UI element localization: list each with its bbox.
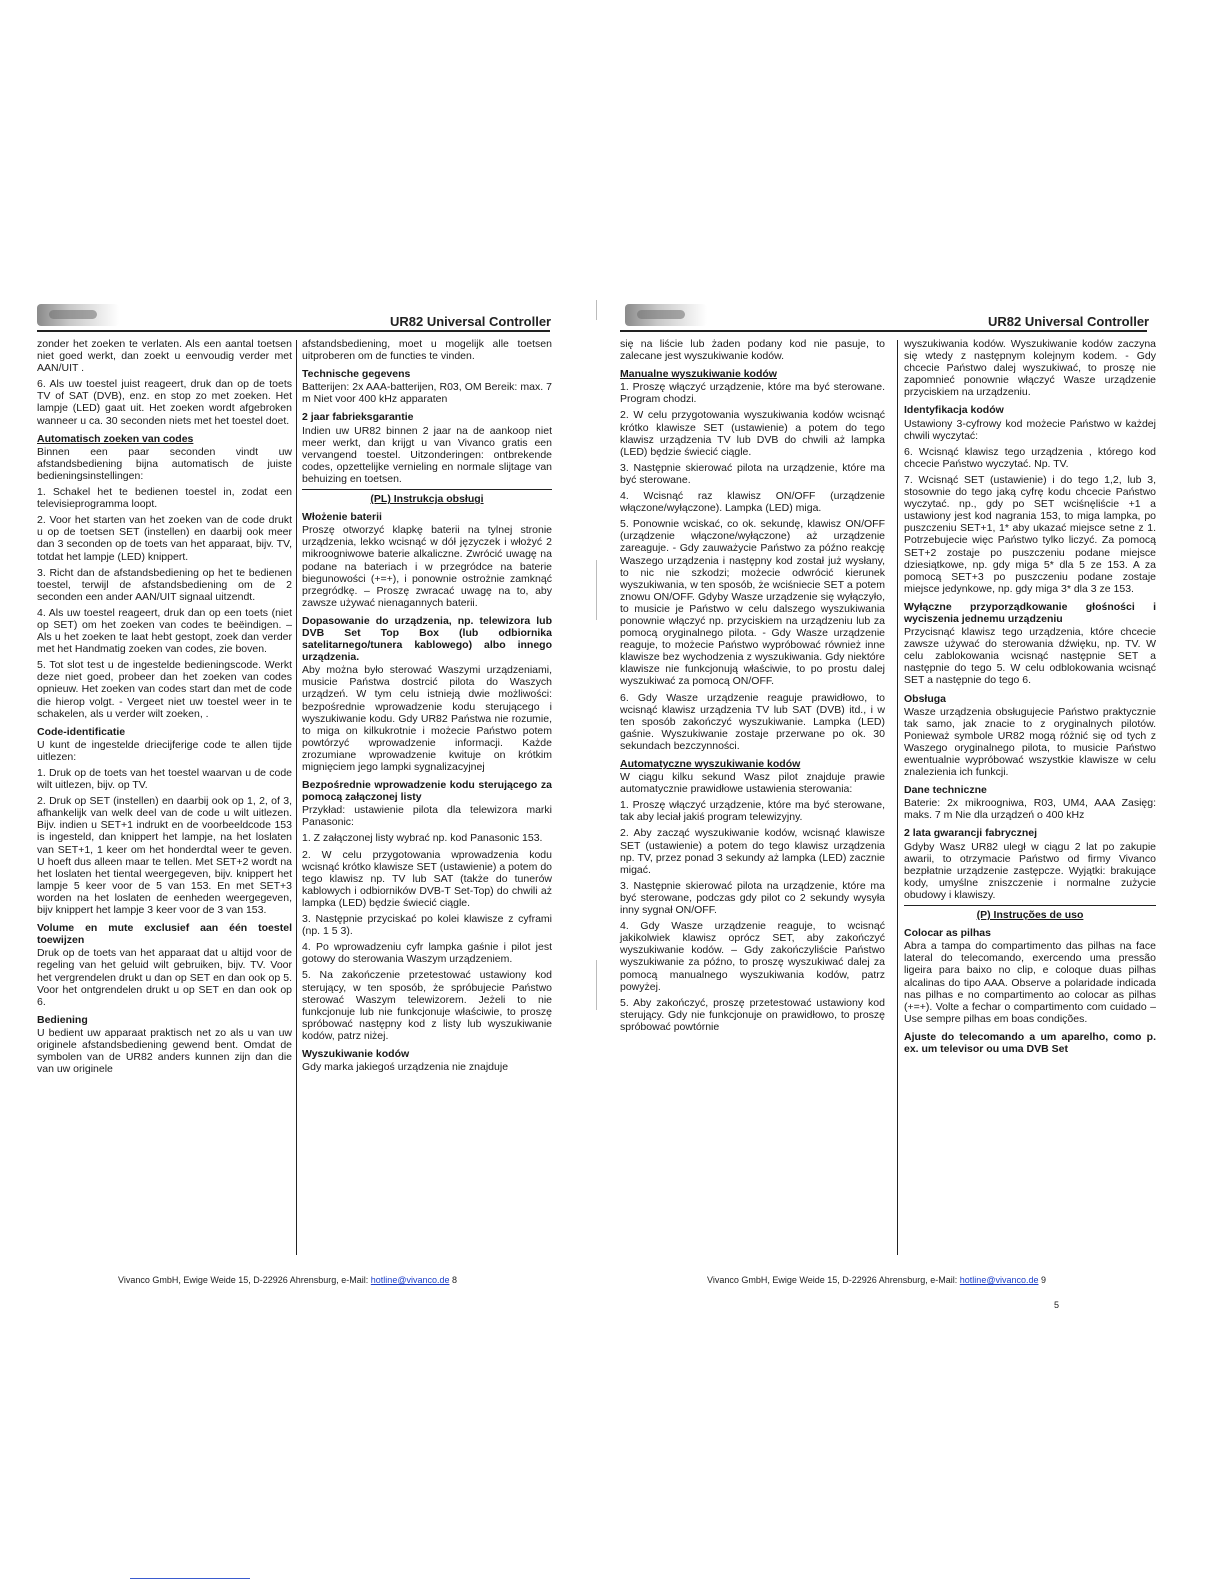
paragraph: Przycisnąć klawisz tego urządzenia, które chcecie zawsze używać do sterowania dźwięku, np. TV. W celu zablokowania wcisnąć następnie SET a następnie do tego 5. W celu odblokowania wcisnąć SET a następnie do tego 6.	[904, 626, 1156, 687]
left-footer	[118, 1275, 457, 1285]
paragraph: 1. Schakel het te bedienen toestel in, zodat een televisieprogramma loopt.	[37, 486, 292, 511]
paragraph: zonder het zoeken te verlaten. Als een aantal toetsen niet goed werkt, dan zoekt u eenvoudig verder met AAN/UIT .	[37, 338, 292, 375]
paragraph: 2. Aby zacząć wyszukiwanie kodów, wcisnąć klawisze SET (ustawienie) a potem do tego klawisz urządzenia np. TV, przez ponad 3 sekundy aż lampka (LED) zacznie migać.	[620, 827, 885, 876]
section-heading: Automatisch zoeken van codes	[37, 432, 194, 445]
paragraph: Proszę otworzyć klapkę baterii na tylnej stronie urządzenia, lekko wcisnąć w dół języczek i włożyć 2 mikroogniwowe baterie alkaliczne. Zwrócić uwagę na podane na bateriach i w przegródce na baterie biegunowości (+=+), i ponownie ostrożnie zamknąć przegródkę. – Proszę zwracać uwagę na to, aby zawsze używać nienagannych baterii.	[302, 524, 552, 609]
paragraph: Ustawiony 3-cyfrowy kod możecie Państwo w każdej chwili wyczytać:	[904, 417, 1156, 442]
right-column-2	[904, 338, 1156, 1056]
paragraph: się na liście lub żaden podany kod nie pasuje, to zalecane jest wyszukiwanie kodów.	[620, 338, 885, 363]
section-heading: Code-identificatie	[37, 725, 126, 738]
left-column-divider	[296, 340, 297, 1255]
footer-address: Vivanco GmbH, Ewige Weide 15, D-22926 Ahrensburg, e-Mail:	[707, 1275, 960, 1285]
left-column-1	[37, 338, 292, 1079]
paragraph: Gdy marka jakiegoś urządzenia nie znajduje	[302, 1061, 509, 1074]
paragraph: 5. Na zakończenie przetestować ustawiony kod sterujący, w ten sposób, że spróbujecie Państwo sterować Waszym telewizorem. Jeżeli to nie funkcjonuje lub nie funkcjonuje właściwie, to proszę spróbować następny kod z listy lub wyszukiwanie kodów, patrz niżej.	[302, 969, 552, 1042]
paragraph: Batterijen: 2x AAA-batterijen, R03, OM Bereik: max. 7 m Niet voor 400 kHz apparaten	[302, 381, 552, 406]
paragraph: 4. Als uw toestel reageert, druk dan op een toets (niet op SET) om het zoeken van codes te beëindigen. – Als u het zoeken te laat hebt gestopt, zoek dan verder met het Handmatig zoeken van codes, zie boven.	[37, 606, 292, 656]
paragraph: Druk op de toets van het apparaat dat u altijd voor de regeling van het geluid wilt gebruiken, bijv. TV. Voor het vergrendelen drukt u dan op SET en dan ook op 5. Voor het ontgrendelen drukt u op SET en dan ook op 6.	[37, 947, 292, 1008]
footer-email-link[interactable]: hotline@vivanco.de	[959, 1275, 1039, 1285]
paragraph: 3. Następnie przyciskać po kolei klawisze z cyframi (np. 1 5 3).	[302, 913, 552, 938]
section-heading: 2 lata gwarancji fabrycznej	[904, 827, 1038, 840]
paragraph: Abra a tampa do compartimento das pilhas na face lateral do telecomando, exercendo uma pressão ligeira para baixo no clip, e coloque duas pilhas alcalinas do tipo AAA. Observe a polaridade indicada nas pilhas e no compartimento ao colocar as pilhas (+=+). Volte a fechar o compartimento com cuidado – Use sempre pilhas em boas condições.	[904, 940, 1156, 1025]
right-header-rule	[620, 330, 1147, 332]
section-heading: Technische gegevens	[302, 368, 411, 381]
paragraph: Przykład: ustawienie pilota dla telewizora marki Panasonic:	[302, 804, 552, 829]
paragraph: 1. Proszę włączyć urządzenie, które ma być sterowane. Program chodzi.	[620, 381, 885, 406]
paragraph: Binnen een paar seconden vindt uw afstandsbediening bijna automatisch de juiste bedieningsinstellingen:	[37, 445, 292, 482]
corner-mark: 5	[1054, 1300, 1060, 1310]
right-column-1	[620, 338, 885, 1037]
section-heading: Wyłączne przyporządkowanie głośności i wyciszenia jednemu urządzeniu	[904, 600, 1156, 625]
section-heading: Dopasowanie do urządzenia, np. telewizora lub DVB Set Top Box (lub odbiornika satelitarnego/tunera kablowego) albo innego urządzenia.	[302, 614, 552, 664]
section-heading: Włożenie baterii	[302, 511, 382, 524]
paragraph: W ciągu kilku sekund Wasz pilot znajduje prawie automatycznie prawidłowe ustawienia sterowania:	[620, 771, 885, 796]
section-heading: Colocar as pilhas	[904, 927, 991, 940]
paragraph: wyszukiwania kodów. Wyszukiwanie kodów zaczyna się wtedy z następnym kolejnym kodem. - Gdy chcecie Państwo dalej wyszukiwać, to proszę nie zapomnieć ponownie włączyć Wasze urządzenie przyciskiem na urządzeniu.	[904, 338, 1156, 399]
paragraph: 5. Tot slot test u de ingestelde bedieningscode. Werkt deze niet goed, probeer dan het zoeken van codes opnieuw. Het zoeken van codes start dan met de code die hierop volgt. - Vergeet niet uw toestel weer in te schakelen, als u verder wilt zoeken, .	[37, 659, 292, 720]
fold-mark	[596, 300, 597, 320]
footer-address: Vivanco GmbH, Ewige Weide 15, D-22926 Ahrensburg, e-Mail:	[118, 1275, 371, 1285]
section-heading: Identyfikacja kodów	[904, 404, 1004, 417]
right-page-header: UR82 Universal Controller	[988, 314, 1150, 329]
paragraph: 4. Wcisnąć raz klawisz ON/OFF (urządzenie włączone/wyłączone). Lampka (LED) miga.	[620, 490, 885, 515]
paragraph: Wasze urządzenia obsługujecie Państwo praktycznie tak samo, jak znacie to z oryginalnych pilotów. Ponieważ symbole UR82 mogą różnić się od tych z Waszego oryginalnego pilota, to musicie Państwo ewentualnie wypróbować wszystkie klawisze w celu znalezienia ich funkcji.	[904, 705, 1156, 779]
section-heading: Obsługa	[904, 692, 947, 705]
section-heading: Dane techniczne	[904, 784, 987, 797]
left-page-header: UR82 Universal Controller	[390, 314, 552, 329]
fold-mark	[596, 960, 597, 1010]
paragraph: 6. Gdy Wasze urządzenie reaguje prawidłowo, to wcisnąć klawisz urządzenia TV lub SAT (DVB) itd., i w ten sposób zakończyć wyszukiwanie. Lampka (LED) gaśnie. Wyszukiwanie zostaje przerwane po ok. 30 sekundach bezczynności.	[620, 691, 885, 752]
paragraph: 2. Druk op SET (instellen) en daarbij ook op 1, 2, of 3, afhankelijk van welk deel van de code u wilt uitlezen. Bijv. indien u SET+1 indrukt en de voorbeeldcode 153 is ingesteld, dan knippert het lampje, na het loslaten van SET+1, 1 keer om het honderdtal weer te geven. U hoeft dus alleen maar te tellen. Met SET+2 wordt na het loslaten het tiental weergegeven, bijv. knippert het lampje 5 keer voor de 5 van 153. En met SET+3 worden na het loslaten de eenheden weergegeven, bijv knippert het lampje 3 keer voor de 3 van 153.	[37, 795, 292, 917]
section-heading: Wyszukiwanie kodów	[302, 1047, 410, 1060]
paragraph: afstandsbediening, moet u mogelijk alle toetsen uitproberen om de functies te vinden.	[302, 338, 552, 363]
paragraph: U bedient uw apparaat praktisch net zo als u van uw originele afstandsbediening gewend bent. Omdat de symbolen van de UR82 anders kunnen zijn dan die van uw originele	[37, 1026, 292, 1076]
section-heading: (PL) Instrukcja obsługi	[302, 489, 552, 505]
paragraph: 1. Proszę włączyć urządzenie, które ma być sterowane, tak aby leciał jakiś program telewizyjny.	[620, 799, 885, 824]
page-number: 8	[452, 1275, 458, 1285]
section-heading: (P) Instruções de uso	[904, 905, 1156, 921]
left-header-rule	[37, 330, 550, 332]
section-heading: Automatyczne wyszukiwanie kodów	[620, 758, 801, 770]
right-footer	[707, 1275, 1046, 1285]
left-column-2	[302, 338, 552, 1077]
section-heading: 2 jaar fabrieksgarantie	[302, 411, 414, 424]
paragraph: 4. Po wprowadzeniu cyfr lampka gaśnie i pilot jest gotowy do sterowania Waszym urządzeniem.	[302, 941, 552, 966]
section-heading: Volume en mute exclusief aan één toestel toewijzen	[37, 922, 292, 947]
paragraph: 3. Richt dan de afstandsbediening op het te bedienen toestel, terwijl de afstandsbediening om de 2 seconden een ander AAN/UIT signaal uitzendt.	[37, 566, 292, 603]
vivanco-logo	[625, 304, 707, 326]
paragraph: 5. Ponownie wciskać, co ok. sekundę, klawisz ON/OFF (urządzenie włączone/wyłączone) aż urządzenie zareaguje. - Gdy zauważycie Państwo za późno reakcję Waszego urządzenia i następny kod został już wysłany, to nic nie szkodzi; możecie odwrócić kierunek wyszukiwania, w ten sposób, że wciśniecie SET a potem znowu ON/OFF. Gdyby Wasze urządzenie się wyłączyło, to musicie je Państwo w celu dalszego wyszukiwania ponownie włączyć np. przyciskiem na urządzeniu lub za pomocą oryginalnego pilota. - Gdy Wasze urządzenie reaguje, to możecie Państwo wypróbować również inne klawisze bez wychodzenia z wyszukiwania. Gdy niektóre klawisze nie funkcjonują właściwie, to po prostu dalej wyszukiwać za pomocą ON/OFF.	[620, 518, 885, 688]
section-heading: Bezpośrednie wprowadzenie kodu sterującego za pomocą załączonej listy	[302, 779, 552, 804]
page-number: 9	[1041, 1275, 1047, 1285]
paragraph: 3. Następnie skierować pilota na urządzenie, które ma być sterowane, podczas gdy pilot co 2 sekundy wysyła inny sygnał ON/OFF.	[620, 879, 885, 917]
paragraph: 5. Aby zakończyć, proszę przetestować ustawiony kod sterujący. Gdy nie funkcjonuje on prawidłowo, to proszę spróbować powtórnie	[620, 996, 885, 1033]
paragraph: 6. Wcisnąć klawisz tego urządzenia , którego kod chcecie Państwo wyczytać. Np. TV.	[904, 445, 1156, 470]
paragraph: 2. Voor het starten van het zoeken van de code drukt u op de toetsen SET (instellen) en daarbij ook meer dan 3 seconden op de toets van het apparaat, bijv. TV, totdat het lampje (LED) knippert.	[37, 514, 292, 563]
paragraph: 1. Druk op de toets van het toestel waarvan u de code wilt uitlezen, bijv. op TV.	[37, 767, 292, 792]
section-heading: Bediening	[37, 1013, 88, 1026]
paragraph: 2. W celu przygotowania wyszukiwania kodów wcisnąć krótko klawisze SET (ustawienie) a potem do tego klawisz urządzenia TV lub DVB do chwili aż lampka (LED) będzie świecić ciągle.	[620, 409, 885, 458]
paragraph: 6. Als uw toestel juist reageert, druk dan op de toets TV of SAT (DVB), enz. en stop zo met zoeken. Het lampje (LED) gaat uit. Het zoeken wordt afgebroken wanneer u ca. 30 seconden niets met het toestel doet.	[37, 378, 292, 427]
vivanco-logo	[37, 304, 119, 326]
paragraph: U kunt de ingestelde driecijferige code te allen tijde uitlezen:	[37, 738, 292, 763]
paragraph: Gdyby Wasz UR82 uległ w ciągu 2 lat po zakupie awarii, to otrzymacie Państwo od firmy Vivanco bezpłatnie urządzenie zastępcze. Wyjątki: brakujące kody, umyślne zniszczenie i normalne zużycie obudowy i klawiszy.	[904, 840, 1156, 901]
paragraph: 2. W celu przygotowania wprowadzenia kodu wcisnąć krótko klawisze SET (ustawienie) a potem do tego klawisz np. TV lub SAT (także do tunerów kablowych i odbiorników DVB-T Set-Top) do chwili aż lampka (LED) będzie świecić ciągle.	[302, 848, 552, 909]
paragraph: 4. Gdy Wasze urządzenie reaguje, to wcisnąć jakikolwiek klawisz oprócz SET, aby zakończyć wyszukiwanie kodów. – Gdy zakończyliście Państwo wyszukiwanie za późno, to proszę wyszukiwać dalej za pomocą manualnego wyszukiwania kodów, patrz powyżej.	[620, 920, 885, 993]
paragraph: Indien uw UR82 binnen 2 jaar na de aankoop niet meer werkt, dan krijgt u van Vivanco gratis een vervangend toestel. Uitzonderingen: ontbrekende codes, opzettelijke vernieling en normale slijtage van behuizing en toetsen.	[302, 424, 552, 485]
section-heading: Manualne wyszukiwanie kodów	[620, 368, 777, 381]
section-heading: Ajuste do telecomando a um aparelho, como p. ex. um televisor ou uma DVB Set	[904, 1030, 1156, 1055]
footer-email-link[interactable]: hotline@vivanco.de	[370, 1275, 450, 1285]
paragraph: Baterie: 2x mikroogniwa, R03, UM4, AAA Zasięg: maks. 7 m Nie dla urządzeń o 400 kHz	[904, 797, 1156, 822]
fold-mark	[596, 560, 597, 620]
paragraph: 7. Wcisnąć SET (ustawienie) i do tego 1,2, lub 3, stosownie do tego jaką cyfrę kodu chcecie Państwo wyczytać. np., gdy po SET wciśnęliście +1 a ustawiony jest kod nagrania 153, to miga lampka, po puszczeniu SET+1, 1* aby ukazać miejsce setne z 1. Potrzebujecie więc Państwo tylko liczyć. Za pomocą SET+2 zostaje po puszczeniu podane miejsce dziesiątkowe, np. gdy miga 5* dla 5 ze 153. A za pomocą SET+3 po puszczeniu podane zostaje miejsce jedynkowe, np. gdy miga 3* dla 3 ze 153.	[904, 473, 1156, 595]
scan-edge-line	[130, 1578, 250, 1579]
paragraph: 3. Następnie skierować pilota na urządzenie, które ma być sterowane.	[620, 461, 885, 486]
right-column-divider	[897, 340, 898, 1255]
paragraph: Aby można było sterować Waszymi urządzeniami, musicie Państwa dostrcić pilota do Waszych urządzeń. W tym celu istnieją dwie możliwości: bezpośrednie wprowadzenie kodu sterującego i wyszukiwanie kodu. Gdy UR82 Państwa nie rozumie, to miga on kilkukrotnie i możecie Państwo potem powtórzyć wprowadzenie informacji. Każde zrozumiane wprowadzenie kwituje on krótkim mignięciem jego lampki sygnalizacyjnej	[302, 664, 552, 773]
paragraph: 1. Z załączonej listy wybrać np. kod Panasonic 153.	[302, 832, 543, 845]
